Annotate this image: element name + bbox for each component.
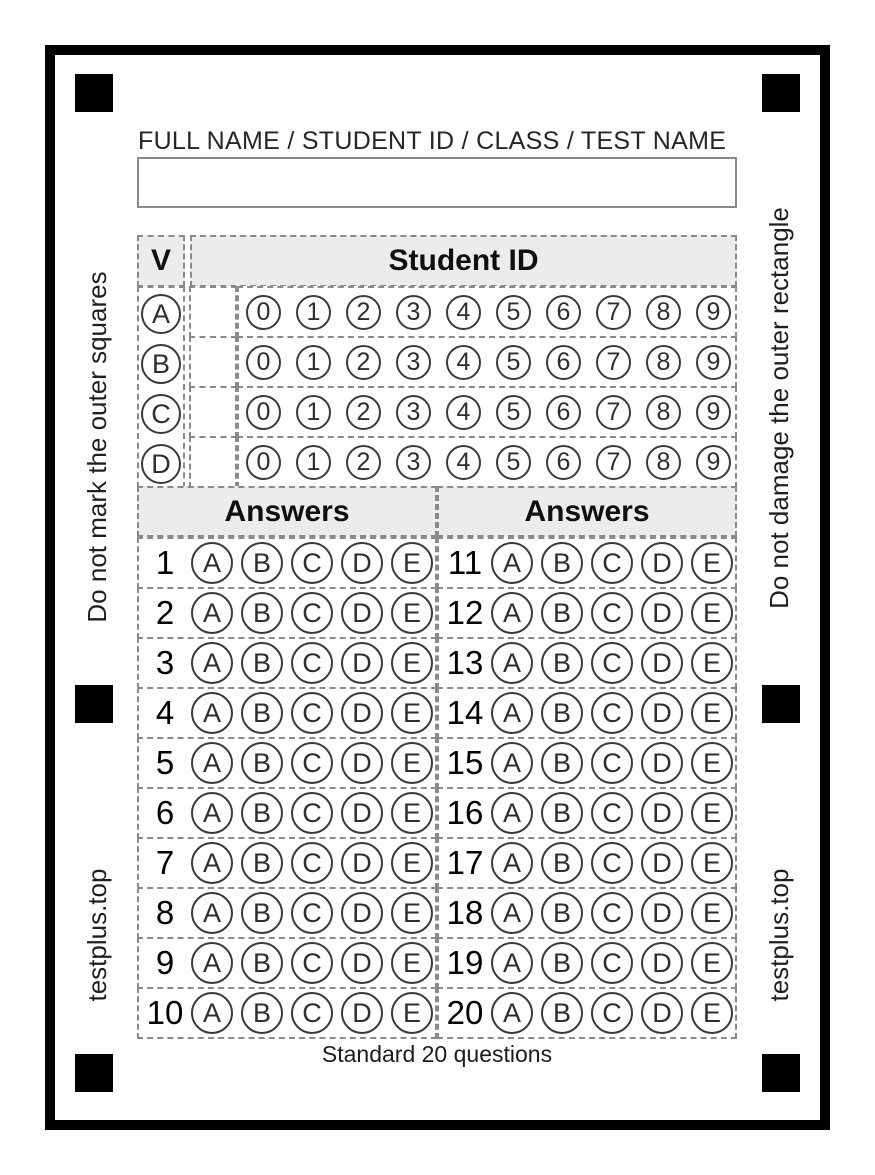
digit-bubble-a-3[interactable]: 3 xyxy=(396,295,431,330)
answer-bubble-13-c[interactable]: C xyxy=(591,642,633,684)
question-number-15: 15 xyxy=(446,744,484,781)
answer-bubble-5-b[interactable]: B xyxy=(241,742,283,784)
answer-bubble-2-b[interactable]: B xyxy=(241,592,283,634)
answer-bubble-15-a[interactable]: A xyxy=(491,742,533,784)
answer-bubble-3-e[interactable]: E xyxy=(391,642,433,684)
answer-row-5 xyxy=(137,737,437,789)
answer-row-20 xyxy=(437,987,737,1039)
digit-bubble-d-5[interactable]: 5 xyxy=(496,445,531,480)
answer-bubble-2-a[interactable]: A xyxy=(191,592,233,634)
question-number-13: 13 xyxy=(446,644,484,681)
id-digit-row-c xyxy=(237,386,737,438)
answer-bubble-20-c[interactable]: C xyxy=(591,992,633,1034)
answer-row-16 xyxy=(437,787,737,839)
digit-bubble-a-4[interactable]: 4 xyxy=(446,295,481,330)
answer-bubble-12-b[interactable]: B xyxy=(541,592,583,634)
digit-bubble-c-1[interactable]: 1 xyxy=(296,395,331,430)
question-number-2: 2 xyxy=(155,594,175,631)
answer-bubble-20-e[interactable]: E xyxy=(691,992,733,1034)
answer-bubble-20-d[interactable]: D xyxy=(641,992,683,1034)
answer-bubble-1-d[interactable]: D xyxy=(341,542,383,584)
answer-bubble-6-e[interactable]: E xyxy=(391,792,433,834)
answer-row-12 xyxy=(437,587,737,639)
student-id-header: Student ID xyxy=(190,235,737,287)
answer-bubble-6-b[interactable]: B xyxy=(241,792,283,834)
answer-bubble-1-b[interactable]: B xyxy=(241,542,283,584)
answer-bubble-13-d[interactable]: D xyxy=(641,642,683,684)
question-number-6: 6 xyxy=(155,794,175,831)
id-digit-row-b xyxy=(237,336,737,388)
answer-bubble-14-e[interactable]: E xyxy=(691,692,733,734)
answer-row-15 xyxy=(437,737,737,789)
answer-bubble-10-a[interactable]: A xyxy=(191,992,233,1034)
question-number-7: 7 xyxy=(155,844,175,881)
answer-bubble-8-a[interactable]: A xyxy=(191,892,233,934)
answer-bubble-8-e[interactable]: E xyxy=(391,892,433,934)
answer-bubble-5-d[interactable]: D xyxy=(341,742,383,784)
answer-bubble-19-d[interactable]: D xyxy=(641,942,683,984)
id-write-cell-d[interactable] xyxy=(189,436,237,488)
answer-bubble-12-a[interactable]: A xyxy=(491,592,533,634)
digit-bubble-d-3[interactable]: 3 xyxy=(396,445,431,480)
answer-bubble-9-b[interactable]: B xyxy=(241,942,283,984)
answer-bubble-15-e[interactable]: E xyxy=(691,742,733,784)
registration-square-middle-left xyxy=(75,685,113,723)
name-input-box[interactable] xyxy=(137,157,737,208)
answer-bubble-19-a[interactable]: A xyxy=(491,942,533,984)
version-bubble-b[interactable]: B xyxy=(141,344,181,384)
question-number-1: 1 xyxy=(155,544,175,581)
answer-bubble-19-b[interactable]: B xyxy=(541,942,583,984)
digit-bubble-c-0[interactable]: 0 xyxy=(246,395,281,430)
answer-bubble-2-c[interactable]: C xyxy=(291,592,333,634)
answer-bubble-1-e[interactable]: E xyxy=(391,542,433,584)
answer-bubble-7-e[interactable]: E xyxy=(391,842,433,884)
name-fields-label: FULL NAME / STUDENT ID / CLASS / TEST NAME xyxy=(138,127,727,155)
digit-bubble-c-2[interactable]: 2 xyxy=(346,395,381,430)
answer-bubble-9-d[interactable]: D xyxy=(341,942,383,984)
question-number-4: 4 xyxy=(155,694,175,731)
answer-bubble-8-c[interactable]: C xyxy=(291,892,333,934)
answer-bubble-14-b[interactable]: B xyxy=(541,692,583,734)
answer-bubble-18-e[interactable]: E xyxy=(691,892,733,934)
question-number-9: 9 xyxy=(155,944,175,981)
answer-bubble-7-c[interactable]: C xyxy=(291,842,333,884)
answer-bubble-4-b[interactable]: B xyxy=(241,692,283,734)
digit-bubble-a-6[interactable]: 6 xyxy=(546,295,581,330)
digit-bubble-d-8[interactable]: 8 xyxy=(646,445,681,480)
answer-bubble-1-c[interactable]: C xyxy=(291,542,333,584)
digit-bubble-c-4[interactable]: 4 xyxy=(446,395,481,430)
answer-row-13 xyxy=(437,637,737,689)
answer-bubble-16-a[interactable]: A xyxy=(491,792,533,834)
answer-bubble-14-a[interactable]: A xyxy=(491,692,533,734)
question-number-12: 12 xyxy=(446,594,484,631)
id-digit-row-d xyxy=(237,436,737,488)
digit-bubble-d-2[interactable]: 2 xyxy=(346,445,381,480)
answer-bubble-10-d[interactable]: D xyxy=(341,992,383,1034)
answer-bubble-17-d[interactable]: D xyxy=(641,842,683,884)
digit-bubble-c-8[interactable]: 8 xyxy=(646,395,681,430)
left-brand-text: testplus.top xyxy=(82,868,112,1002)
answer-row-11 xyxy=(437,537,737,589)
question-number-16: 16 xyxy=(446,794,484,831)
digit-bubble-b-4[interactable]: 4 xyxy=(446,345,481,380)
answer-bubble-11-d[interactable]: D xyxy=(641,542,683,584)
digit-bubble-c-7[interactable]: 7 xyxy=(596,395,631,430)
digit-bubble-b-1[interactable]: 1 xyxy=(296,345,331,380)
answer-bubble-9-a[interactable]: A xyxy=(191,942,233,984)
question-number-11: 11 xyxy=(447,544,483,581)
answer-bubble-11-c[interactable]: C xyxy=(591,542,633,584)
answer-bubble-7-d[interactable]: D xyxy=(341,842,383,884)
answer-row-18 xyxy=(437,887,737,939)
answer-bubble-10-e[interactable]: E xyxy=(391,992,433,1034)
right-margin-instruction: Do not damage the outer rectangle xyxy=(764,207,794,609)
answer-bubble-11-e[interactable]: E xyxy=(691,542,733,584)
answer-bubble-18-b[interactable]: B xyxy=(541,892,583,934)
registration-square-middle-right xyxy=(762,685,800,723)
digit-bubble-b-7[interactable]: 7 xyxy=(596,345,631,380)
question-number-3: 3 xyxy=(155,644,175,681)
answer-bubble-14-c[interactable]: C xyxy=(591,692,633,734)
answer-bubble-6-a[interactable]: A xyxy=(191,792,233,834)
answer-bubble-16-e[interactable]: E xyxy=(691,792,733,834)
digit-bubble-d-4[interactable]: 4 xyxy=(446,445,481,480)
digit-bubble-b-3[interactable]: 3 xyxy=(396,345,431,380)
digit-bubble-a-2[interactable]: 2 xyxy=(346,295,381,330)
digit-bubble-c-5[interactable]: 5 xyxy=(496,395,531,430)
question-number-14: 14 xyxy=(446,694,484,731)
digit-bubble-a-9[interactable]: 9 xyxy=(696,295,731,330)
answer-row-3 xyxy=(137,637,437,689)
digit-bubble-b-5[interactable]: 5 xyxy=(496,345,531,380)
answer-bubble-7-a[interactable]: A xyxy=(191,842,233,884)
answer-row-19 xyxy=(437,937,737,989)
digit-bubble-d-0[interactable]: 0 xyxy=(246,445,281,480)
answer-bubble-20-a[interactable]: A xyxy=(491,992,533,1034)
digit-bubble-a-0[interactable]: 0 xyxy=(246,295,281,330)
answer-bubble-7-b[interactable]: B xyxy=(241,842,283,884)
answer-bubble-18-c[interactable]: C xyxy=(591,892,633,934)
answer-bubble-10-b[interactable]: B xyxy=(241,992,283,1034)
answer-row-14 xyxy=(437,687,737,739)
question-number-20: 20 xyxy=(446,994,484,1031)
registration-square-top-left xyxy=(75,74,113,112)
answer-row-1 xyxy=(137,537,437,589)
digit-bubble-a-7[interactable]: 7 xyxy=(596,295,631,330)
digit-bubble-b-9[interactable]: 9 xyxy=(696,345,731,380)
answer-row-9 xyxy=(137,937,437,989)
answer-bubble-17-e[interactable]: E xyxy=(691,842,733,884)
question-number-5: 5 xyxy=(155,744,175,781)
answer-bubble-18-a[interactable]: A xyxy=(491,892,533,934)
answer-bubble-1-a[interactable]: A xyxy=(191,542,233,584)
left-margin-instruction: Do not mark the outer squares xyxy=(82,271,112,623)
id-digit-row-a xyxy=(237,286,737,338)
answer-bubble-9-c[interactable]: C xyxy=(291,942,333,984)
digit-bubble-b-8[interactable]: 8 xyxy=(646,345,681,380)
question-number-8: 8 xyxy=(155,894,175,931)
answer-row-4 xyxy=(137,687,437,739)
answer-bubble-3-b[interactable]: B xyxy=(241,642,283,684)
answer-bubble-11-a[interactable]: A xyxy=(491,542,533,584)
id-write-cell-c[interactable] xyxy=(189,386,237,438)
digit-bubble-a-8[interactable]: 8 xyxy=(646,295,681,330)
answer-bubble-3-d[interactable]: D xyxy=(341,642,383,684)
answer-bubble-20-b[interactable]: B xyxy=(541,992,583,1034)
answer-bubble-8-d[interactable]: D xyxy=(341,892,383,934)
digit-bubble-d-9[interactable]: 9 xyxy=(696,445,731,480)
answer-bubble-17-a[interactable]: A xyxy=(491,842,533,884)
answer-bubble-19-c[interactable]: C xyxy=(591,942,633,984)
answer-bubble-6-d[interactable]: D xyxy=(341,792,383,834)
answer-bubble-18-d[interactable]: D xyxy=(641,892,683,934)
answer-bubble-6-c[interactable]: C xyxy=(291,792,333,834)
digit-bubble-b-2[interactable]: 2 xyxy=(346,345,381,380)
answer-bubble-12-e[interactable]: E xyxy=(691,592,733,634)
answer-bubble-12-d[interactable]: D xyxy=(641,592,683,634)
answer-bubble-4-c[interactable]: C xyxy=(291,692,333,734)
id-write-cell-a[interactable] xyxy=(189,286,237,338)
answer-bubble-13-e[interactable]: E xyxy=(691,642,733,684)
version-bubbles-column xyxy=(137,286,185,488)
answer-bubble-15-b[interactable]: B xyxy=(541,742,583,784)
registration-square-bottom-left xyxy=(75,1054,113,1092)
question-number-17: 17 xyxy=(446,844,484,881)
answer-bubble-5-c[interactable]: C xyxy=(291,742,333,784)
answer-bubble-2-e[interactable]: E xyxy=(391,592,433,634)
digit-bubble-c-9[interactable]: 9 xyxy=(696,395,731,430)
version-bubble-d[interactable]: D xyxy=(141,444,181,484)
answer-bubble-15-d[interactable]: D xyxy=(641,742,683,784)
answer-row-7 xyxy=(137,837,437,889)
answer-bubble-16-b[interactable]: B xyxy=(541,792,583,834)
version-bubble-c[interactable]: C xyxy=(141,394,181,434)
answer-bubble-3-c[interactable]: C xyxy=(291,642,333,684)
id-write-cell-b[interactable] xyxy=(189,336,237,388)
digit-bubble-d-1[interactable]: 1 xyxy=(296,445,331,480)
digit-bubble-b-0[interactable]: 0 xyxy=(246,345,281,380)
answer-bubble-4-d[interactable]: D xyxy=(341,692,383,734)
answer-bubble-4-a[interactable]: A xyxy=(191,692,233,734)
question-number-19: 19 xyxy=(446,944,484,981)
answer-bubble-10-c[interactable]: C xyxy=(291,992,333,1034)
answer-bubble-17-b[interactable]: B xyxy=(541,842,583,884)
answer-bubble-15-c[interactable]: C xyxy=(591,742,633,784)
right-brand-text: testplus.top xyxy=(764,868,794,1002)
answer-bubble-14-d[interactable]: D xyxy=(641,692,683,734)
digit-bubble-d-7[interactable]: 7 xyxy=(596,445,631,480)
version-column-header: V xyxy=(137,235,185,287)
answer-bubble-13-a[interactable]: A xyxy=(491,642,533,684)
answer-bubble-16-d[interactable]: D xyxy=(641,792,683,834)
answer-bubble-11-b[interactable]: B xyxy=(541,542,583,584)
answer-bubble-16-c[interactable]: C xyxy=(591,792,633,834)
answer-bubble-3-a[interactable]: A xyxy=(191,642,233,684)
answer-bubble-5-e[interactable]: E xyxy=(391,742,433,784)
answer-row-8 xyxy=(137,887,437,939)
digit-bubble-c-6[interactable]: 6 xyxy=(546,395,581,430)
answer-bubble-8-b[interactable]: B xyxy=(241,892,283,934)
footer-note: Standard 20 questions xyxy=(321,1041,553,1067)
question-number-10: 10 xyxy=(146,994,184,1031)
digit-bubble-a-5[interactable]: 5 xyxy=(496,295,531,330)
answer-row-17 xyxy=(437,837,737,889)
question-number-18: 18 xyxy=(446,894,484,931)
answer-bubble-13-b[interactable]: B xyxy=(541,642,583,684)
answers-header-1: Answers xyxy=(137,486,437,537)
answer-row-10 xyxy=(137,987,437,1039)
answer-bubble-9-e[interactable]: E xyxy=(391,942,433,984)
registration-square-bottom-right xyxy=(762,1054,800,1092)
answer-bubble-2-d[interactable]: D xyxy=(341,592,383,634)
answer-bubble-19-e[interactable]: E xyxy=(691,942,733,984)
digit-bubble-d-6[interactable]: 6 xyxy=(546,445,581,480)
answer-bubble-4-e[interactable]: E xyxy=(391,692,433,734)
registration-square-top-right xyxy=(762,74,800,112)
digit-bubble-a-1[interactable]: 1 xyxy=(296,295,331,330)
version-bubble-a[interactable]: A xyxy=(141,294,181,334)
answer-bubble-5-a[interactable]: A xyxy=(191,742,233,784)
answer-bubble-12-c[interactable]: C xyxy=(591,592,633,634)
answer-row-6 xyxy=(137,787,437,839)
answers-header-2: Answers xyxy=(437,486,737,537)
digit-bubble-b-6[interactable]: 6 xyxy=(546,345,581,380)
digit-bubble-c-3[interactable]: 3 xyxy=(396,395,431,430)
answer-bubble-17-c[interactable]: C xyxy=(591,842,633,884)
answer-row-2 xyxy=(137,587,437,639)
